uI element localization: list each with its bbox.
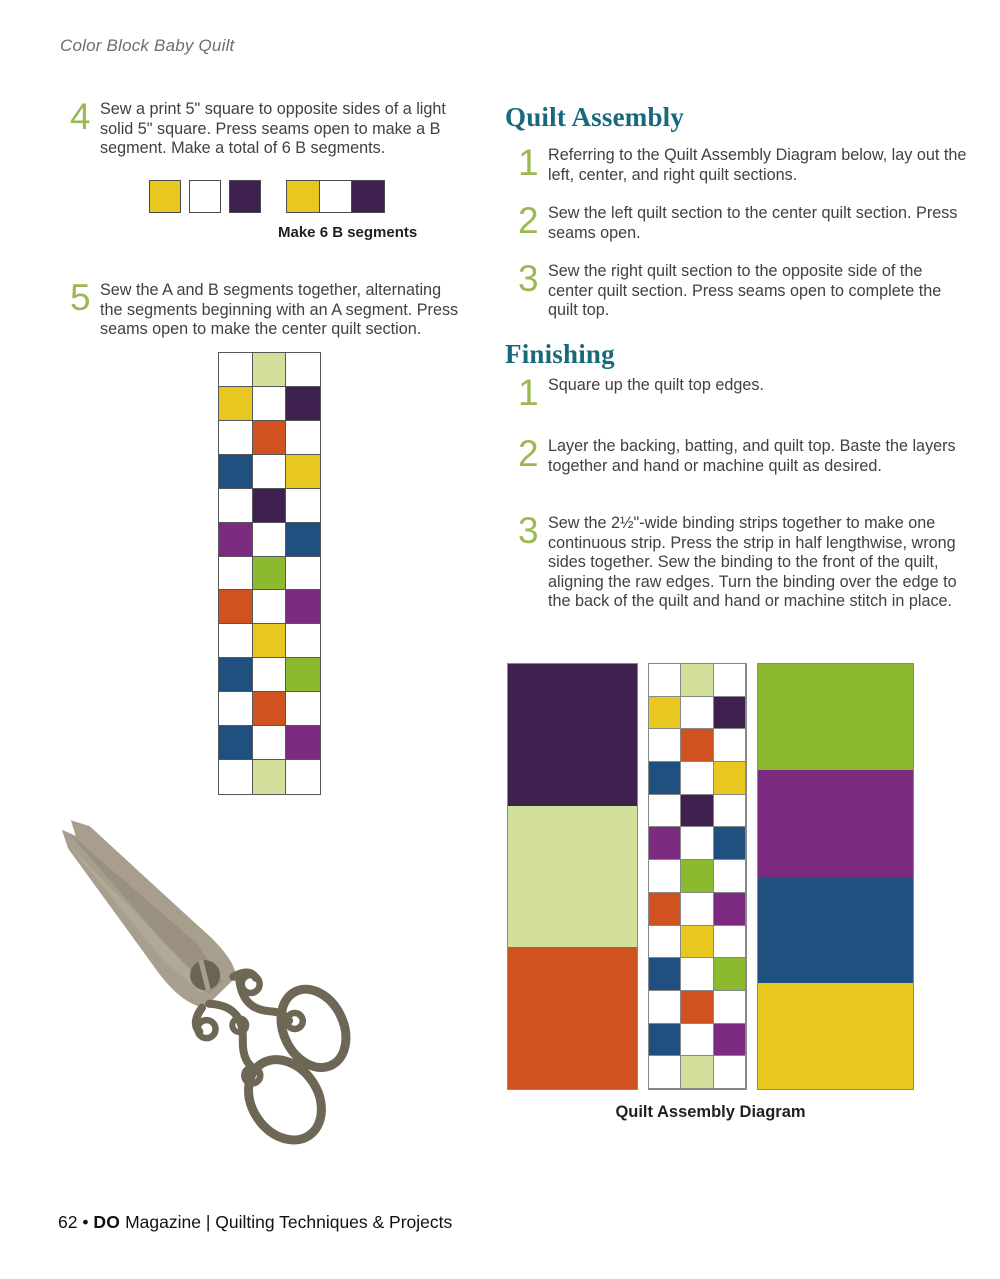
quilt-square-orange xyxy=(253,421,287,455)
section-title-finishing: Finishing xyxy=(505,339,615,369)
quilt-square-white xyxy=(649,1056,681,1089)
quilt-square-white xyxy=(649,860,681,893)
center-quilt-section-diagram xyxy=(218,352,321,795)
quilt-square-darkpurple xyxy=(286,387,320,421)
quilt-square-darkpurple xyxy=(351,180,385,213)
quilt-square-magenta xyxy=(714,893,746,926)
quilt-square-white xyxy=(714,991,746,1024)
quilt-square-white xyxy=(219,557,253,591)
quilt-square-white xyxy=(714,664,746,697)
quilt-square-white xyxy=(649,729,681,762)
quilt-square-darkpurple xyxy=(681,795,713,828)
quilt-square-palegreen xyxy=(253,353,287,387)
quilt-square-orange xyxy=(681,729,713,762)
step-number: 2 xyxy=(518,200,539,241)
quilt-square-yellow xyxy=(219,387,253,421)
page-number: 62 xyxy=(58,1212,78,1232)
step-text: Referring to the Quilt Assembly Diagram below, lay out the left, center, and right quilt sections. xyxy=(548,146,967,184)
quilt-block-yellow xyxy=(758,983,913,1089)
assembly-center-section xyxy=(648,663,747,1090)
quilt-square-orange xyxy=(649,893,681,926)
quilt-square-white xyxy=(253,658,287,692)
assembly-step-2 xyxy=(518,200,970,243)
quilt-square-magenta xyxy=(649,827,681,860)
quilt-square-darkpurple xyxy=(253,489,287,523)
quilt-square-magenta xyxy=(286,590,320,624)
quilt-square-blue xyxy=(219,455,253,489)
quilt-block-darkpurple xyxy=(508,664,637,806)
quilt-square-white xyxy=(219,692,253,726)
scissors-illustration xyxy=(62,778,372,1178)
quilt-square-white xyxy=(253,726,287,760)
quilt-square-yellow xyxy=(149,180,181,213)
quilt-square-white xyxy=(649,926,681,959)
quilt-square-white xyxy=(253,387,287,421)
quilt-square-white xyxy=(286,421,320,455)
quilt-square-yellow xyxy=(649,697,681,730)
quilt-square-white xyxy=(649,664,681,697)
b-segment-caption: Make 6 B segments xyxy=(278,224,418,241)
quilt-square-magenta xyxy=(219,523,253,557)
quilt-square-white xyxy=(253,523,287,557)
finishing-step-3 xyxy=(518,510,970,612)
quilt-square-blue xyxy=(219,726,253,760)
step-5 xyxy=(70,277,472,340)
quilt-square-palegreen xyxy=(681,1056,713,1089)
quilt-square-blue xyxy=(286,523,320,557)
quilt-square-magenta xyxy=(714,1024,746,1057)
quilt-square-white xyxy=(714,795,746,828)
quilt-square-green xyxy=(714,958,746,991)
quilt-square-orange xyxy=(219,590,253,624)
quilt-square-white xyxy=(253,590,287,624)
footer-text: Magazine | Quilting Techniques & Projects xyxy=(125,1212,453,1232)
step-text: Layer the backing, batting, and quilt top. Baste the layers together and hand or machine quilt as desired. xyxy=(548,437,956,475)
assembly-left-section xyxy=(507,663,638,1090)
b-segment-loose-squares xyxy=(149,180,269,213)
step-number: 1 xyxy=(518,372,539,413)
quilt-square-white xyxy=(286,692,320,726)
quilt-block-palegreen xyxy=(508,806,637,948)
step-4 xyxy=(70,96,472,159)
quilt-square-white xyxy=(714,729,746,762)
footer-brand: DO xyxy=(93,1212,121,1232)
b-segment-joined xyxy=(286,180,385,213)
step-text: Square up the quilt top edges. xyxy=(548,376,764,394)
quilt-square-white xyxy=(649,991,681,1024)
quilt-square-yellow xyxy=(681,926,713,959)
quilt-square-magenta xyxy=(286,726,320,760)
quilt-square-white xyxy=(219,421,253,455)
quilt-square-yellow xyxy=(253,624,287,658)
quilt-square-white xyxy=(219,624,253,658)
quilt-square-yellow xyxy=(714,762,746,795)
quilt-block-orange xyxy=(508,947,637,1089)
quilt-square-white xyxy=(681,762,713,795)
quilt-block-magenta xyxy=(758,770,913,876)
quilt-square-blue xyxy=(219,658,253,692)
assembly-right-section xyxy=(757,663,914,1090)
assembly-diagram-caption: Quilt Assembly Diagram xyxy=(615,1103,806,1121)
section-title-quilt-assembly: Quilt Assembly xyxy=(505,102,685,132)
quilt-square-darkpurple xyxy=(714,697,746,730)
quilt-square-green xyxy=(253,557,287,591)
step-number: 5 xyxy=(70,277,91,318)
quilt-block-green xyxy=(758,664,913,770)
quilt-square-white xyxy=(219,353,253,387)
quilt-square-white xyxy=(681,958,713,991)
quilt-square-darkpurple xyxy=(229,180,261,213)
step-text: Sew the 2½"-wide binding strips together to make one continuous strip. Press the strip in half lengthwise, wrong sides together. Sew the binding to the front of the quilt, aligning the raw edges. Turn the binding over the edge to the back of the quilt and hand or machine stitch in place. xyxy=(548,514,957,611)
quilt-square-white xyxy=(681,827,713,860)
step-number: 2 xyxy=(518,433,539,474)
step-text: Sew the right quilt section to the opposite side of the center quilt section. Press seams open to complete the quilt top. xyxy=(548,262,942,320)
quilt-square-yellow xyxy=(286,455,320,489)
quilt-square-orange xyxy=(253,692,287,726)
page-footer xyxy=(58,1212,452,1233)
quilt-square-white xyxy=(253,455,287,489)
step-number: 3 xyxy=(518,258,539,299)
quilt-square-palegreen xyxy=(681,664,713,697)
finishing-step-1 xyxy=(518,372,970,413)
step-number: 3 xyxy=(518,510,539,551)
quilt-square-green xyxy=(681,860,713,893)
quilt-square-blue xyxy=(649,958,681,991)
step-text: Sew a print 5" square to opposite sides of a light solid 5" square. Press seams open to make a B segment. Make a total of 6 B segments. xyxy=(100,100,446,158)
quilt-square-orange xyxy=(681,991,713,1024)
quilt-square-white xyxy=(219,489,253,523)
quilt-square-white xyxy=(189,180,221,213)
quilt-square-green xyxy=(286,658,320,692)
footer-separator: • xyxy=(82,1212,89,1232)
quilt-square-white xyxy=(286,353,320,387)
step-text: Sew the A and B segments together, alternating the segments beginning with an A segment. Press seams open to make the center quilt section. xyxy=(100,281,459,339)
quilt-square-blue xyxy=(649,762,681,795)
step-number: 4 xyxy=(70,96,91,137)
quilt-square-white xyxy=(681,1024,713,1057)
finishing-step-2 xyxy=(518,433,970,476)
quilt-square-blue xyxy=(649,1024,681,1057)
assembly-step-1 xyxy=(518,142,970,185)
quilt-square-white xyxy=(286,624,320,658)
quilt-square-white xyxy=(649,795,681,828)
quilt-square-yellow xyxy=(286,180,320,213)
quilt-square-white xyxy=(681,697,713,730)
quilt-square-white xyxy=(714,1056,746,1089)
quilt-square-white xyxy=(714,860,746,893)
quilt-square-white xyxy=(319,180,353,213)
assembly-step-3 xyxy=(518,258,970,321)
quilt-square-white xyxy=(286,557,320,591)
quilt-square-blue xyxy=(714,827,746,860)
quilt-square-white xyxy=(681,893,713,926)
quilt-block-blue xyxy=(758,877,913,983)
step-number: 1 xyxy=(518,142,539,183)
quilt-square-white xyxy=(714,926,746,959)
quilt-square-white xyxy=(286,489,320,523)
step-text: Sew the left quilt section to the center quilt section. Press seams open. xyxy=(548,204,958,242)
running-header: Color Block Baby Quilt xyxy=(60,36,235,55)
